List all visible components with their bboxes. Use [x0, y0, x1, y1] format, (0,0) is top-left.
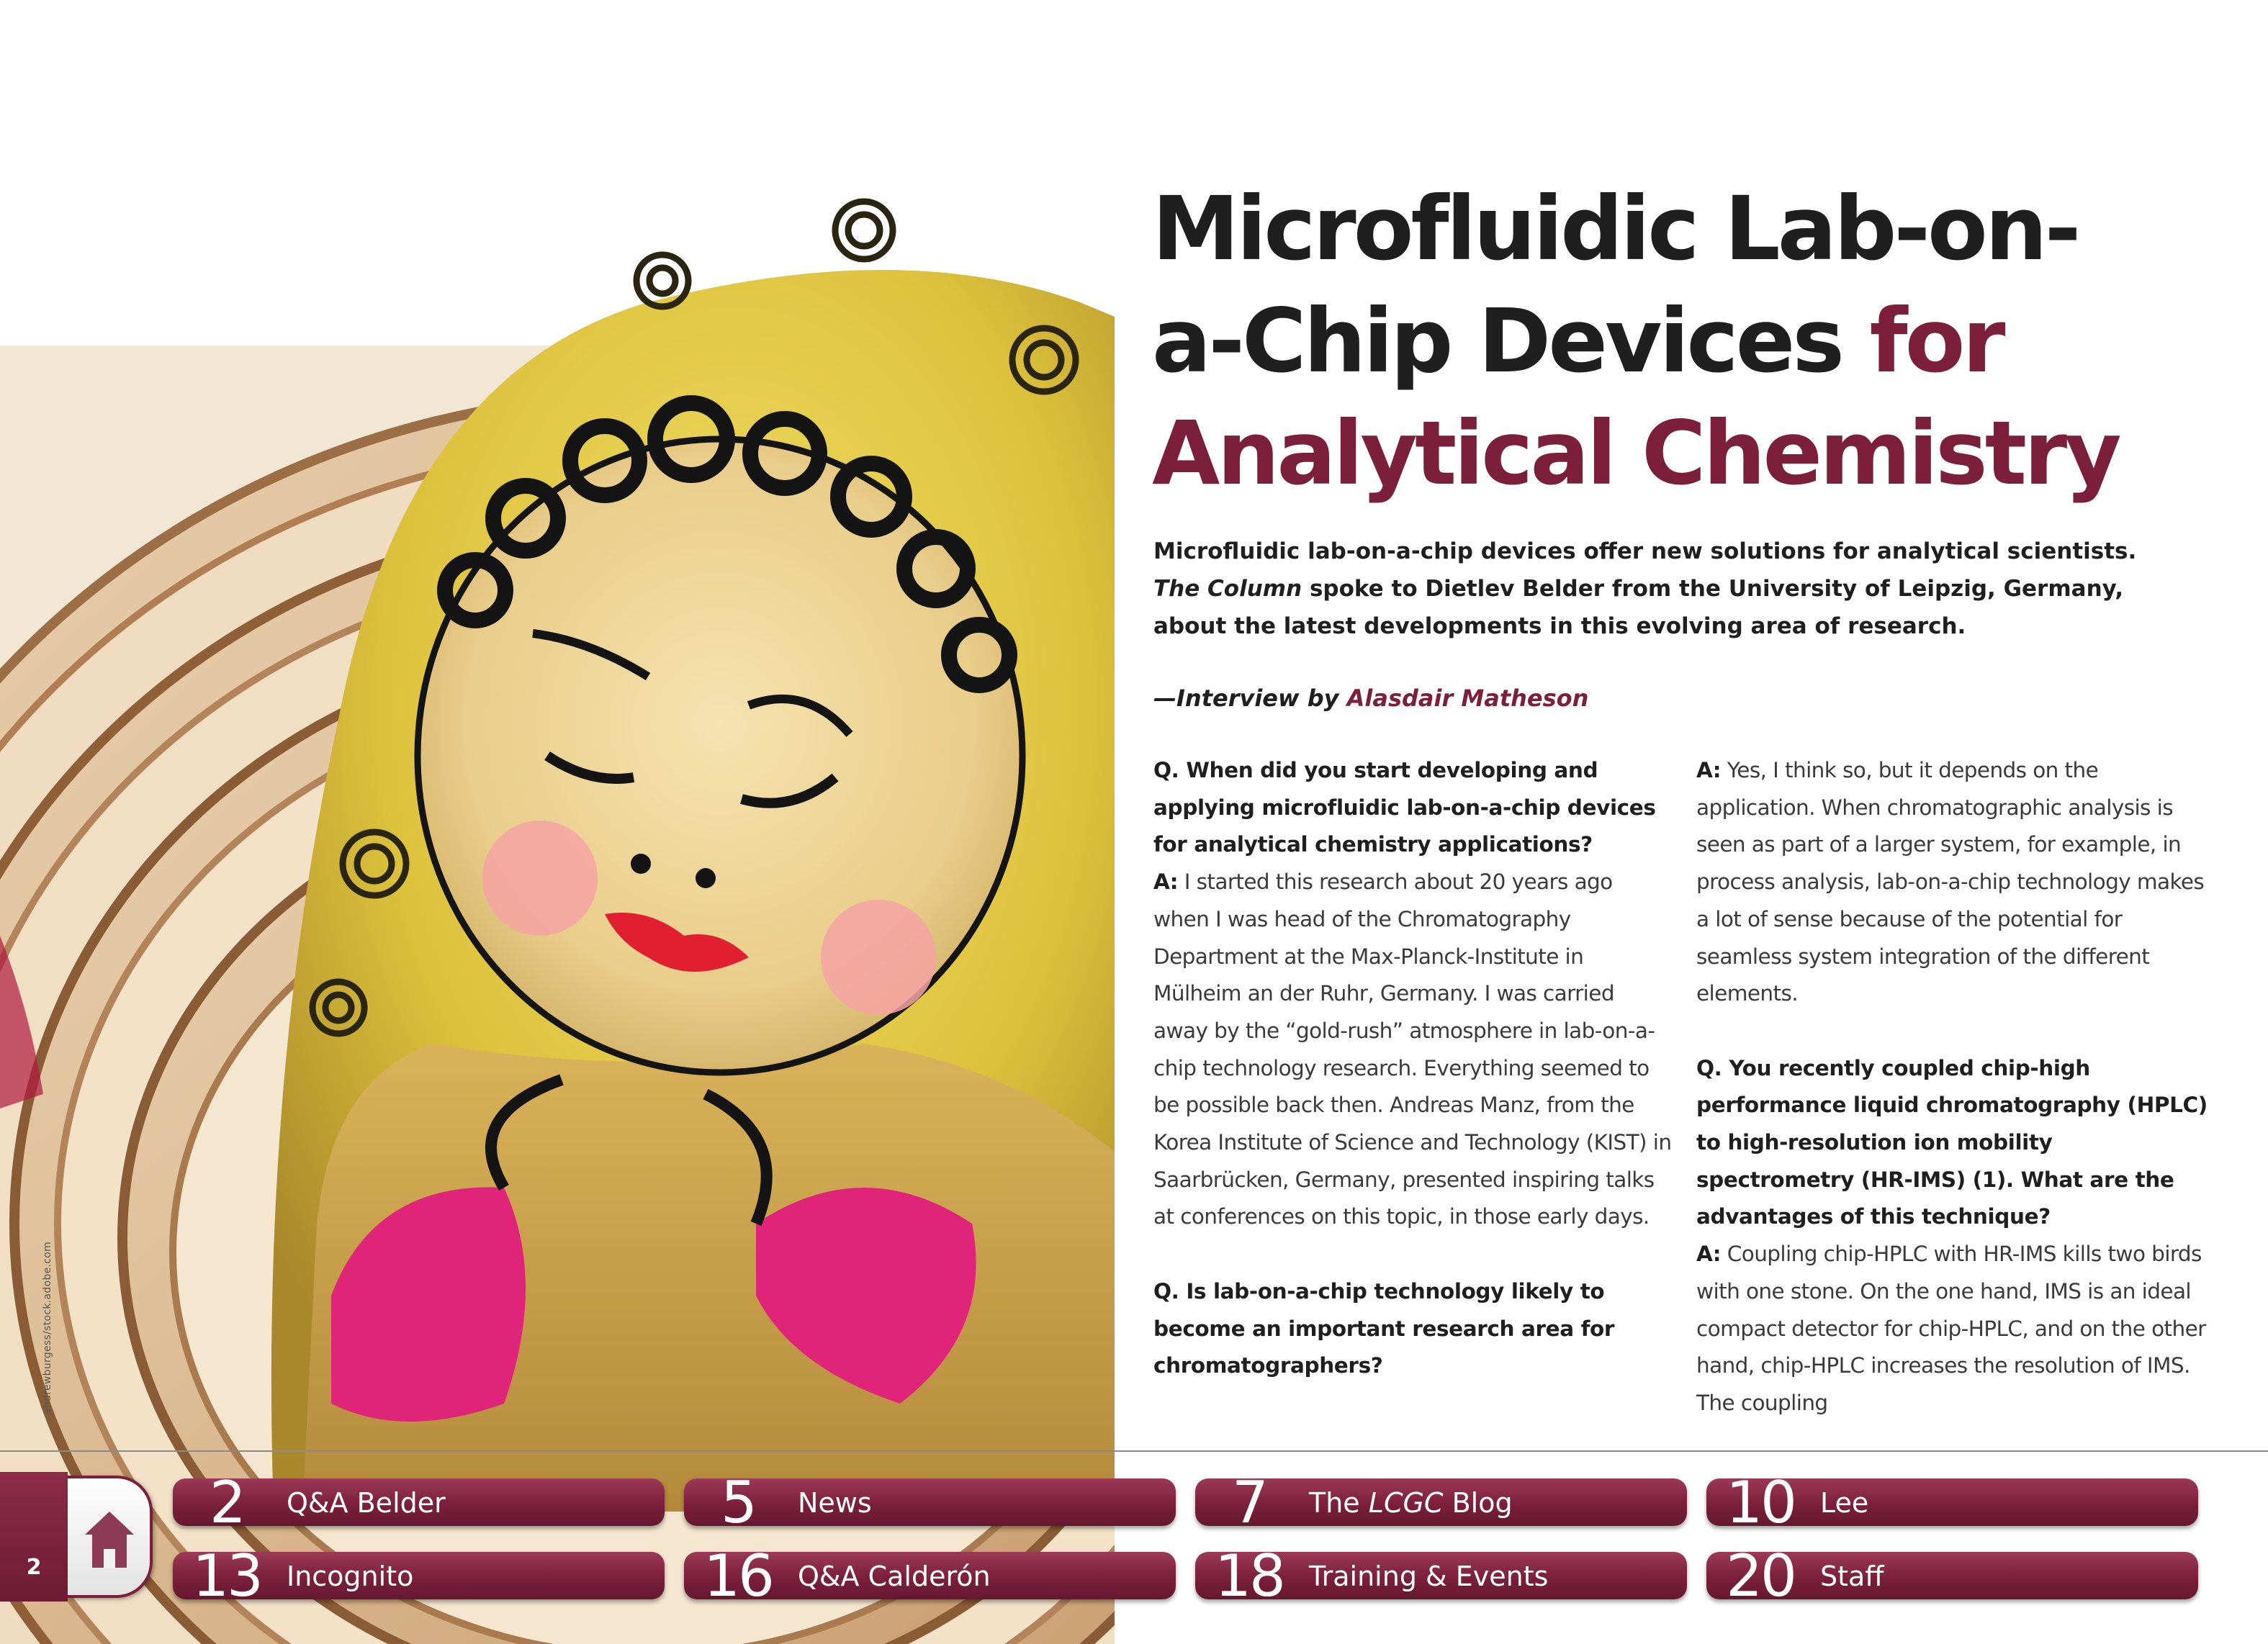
- article-column-right: [1696, 752, 2215, 1422]
- byline-author: Alasdair Matheson: [1346, 685, 1589, 712]
- nav-staff[interactable]: [1706, 1552, 2198, 1599]
- title-line-3: Analytical Chemistry: [1152, 402, 2119, 505]
- answer-label: A:: [1153, 870, 1178, 895]
- answer-3: [1696, 1236, 2215, 1422]
- page-tab: [0, 1472, 68, 1602]
- nav-label: Lee: [1820, 1487, 1869, 1519]
- nav-page-number: 20: [1726, 1552, 1795, 1599]
- matryoshka-illustration: [0, 0, 1115, 1644]
- nav-incognito[interactable]: [173, 1552, 665, 1599]
- nav-label: Incognito: [287, 1561, 414, 1592]
- answer-1: [1153, 864, 1672, 1236]
- title-accent-for: for: [1869, 290, 2003, 392]
- article-column-left: [1153, 752, 1672, 1385]
- nav-page-number: 10: [1726, 1478, 1795, 1526]
- nav-label: Training & Events: [1309, 1561, 1549, 1592]
- nav-label: The LCGC Blog: [1309, 1487, 1513, 1519]
- footer-divider: [0, 1450, 2268, 1452]
- page-number: 2: [26, 1555, 42, 1580]
- nav-page-number: 18: [1215, 1552, 1284, 1599]
- cover-photo: [0, 0, 1115, 1644]
- question-1: Q. When did you start developing and applying microfluidic lab-on-a-chip devices for analytical chemistry applications?: [1153, 758, 1656, 857]
- nav-training-events[interactable]: [1195, 1552, 1687, 1599]
- nav-label: Q&A Belder: [287, 1487, 446, 1519]
- nav-qa-calderon[interactable]: [684, 1552, 1176, 1599]
- photo-credit: andrewburgess/stock.adobe.com: [42, 1241, 53, 1414]
- answer-2: [1696, 752, 2215, 1013]
- answer-1-text: I started this research about 20 years ago when I was head of the Chromatography Department at the Max-Planck-Institute in Mülheim an der Ruhr, Germany. I was carried away by the “gold-rush” atmosphere in lab-on-a-chip technology research. Everything seemed to be possible back then. Andreas Manz, from the Korea Institute of Science and Technology (KIST) in Saarbrücken, Germany, presented inspiring talks at conferences on this topic, in those early days.: [1153, 870, 1672, 1229]
- nav-news[interactable]: [684, 1478, 1176, 1526]
- answer-2-text: Yes, I think so, but it depends on the application. When chromatographic analysis is seen as part of a larger system, for example, in process analysis, lab-on-a-chip technology makes a lot of sense because of the potential for seamless system integration of the different elements.: [1696, 758, 2205, 1006]
- standfirst: [1153, 533, 2176, 645]
- home-button[interactable]: [68, 1476, 153, 1598]
- home-icon: [82, 1509, 137, 1571]
- nav-qa-belder[interactable]: [173, 1478, 665, 1526]
- answer-label: A:: [1696, 1242, 1721, 1267]
- nav-page-number: 13: [192, 1552, 261, 1599]
- question-3: Q. You recently coupled chip-high performance liquid chromatography (HPLC) to high-resolution ion mobility spectrometry (HR-IMS) (1). What are the advantages of this technique?: [1696, 1055, 2208, 1229]
- nav-lcgc-blog[interactable]: [1195, 1478, 1687, 1526]
- nav-page-number: 5: [721, 1478, 755, 1526]
- byline: [1153, 680, 1588, 716]
- answer-label: A:: [1696, 758, 1721, 782]
- nav-label: Q&A Calderón: [798, 1561, 991, 1592]
- nav-lee[interactable]: [1706, 1478, 2198, 1526]
- title-line-1: Microfluidic Lab-on-: [1152, 178, 2079, 280]
- nav-label: News: [798, 1487, 872, 1519]
- title-line-2: a-Chip Devices: [1152, 290, 1842, 392]
- nav-page-number: 7: [1232, 1478, 1266, 1526]
- nav-label: Staff: [1820, 1561, 1884, 1592]
- question-2: Q. Is lab-on-a-chip technology likely to become an important research area for chromatographers?: [1153, 1278, 1615, 1378]
- publication-name: The Column: [1153, 576, 1302, 602]
- nav-page-number: 2: [210, 1478, 244, 1526]
- nav-page-number: 16: [703, 1552, 773, 1599]
- byline-prefix: —Interview by: [1153, 685, 1339, 712]
- standfirst-text-a: Microfluidic lab-on-a-chip devices offer new solutions for analytical scientists.: [1153, 538, 2137, 564]
- answer-3-text: Coupling chip-HPLC with HR-IMS kills two birds with one stone. On the one hand, IMS is an ideal compact detector for chip-HPLC, and on the other hand, chip-HPLC increases the resolution of IMS. The coupling: [1696, 1242, 2206, 1415]
- article-title: [1152, 173, 2232, 510]
- standfirst-text-b: spoke to Dietlev Belder from the University of Leipzig, Germany, about the latest developments in this evolving area of research.: [1153, 576, 2124, 639]
